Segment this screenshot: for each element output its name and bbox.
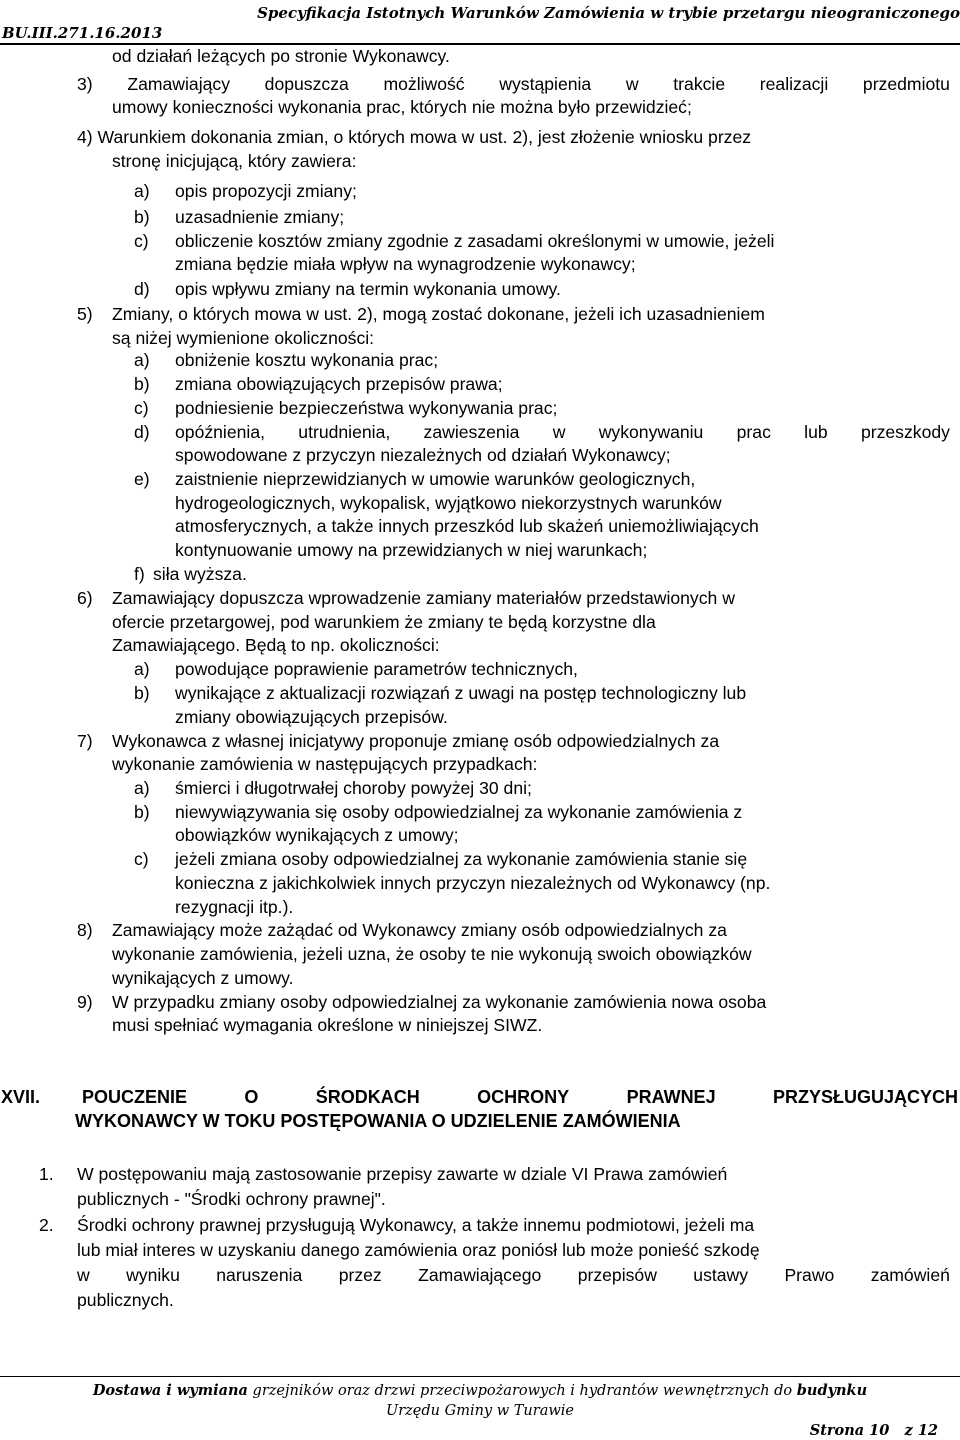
list-marker: 1. [39, 1164, 54, 1184]
text-line: umowy konieczności wykonania prac, których nie można było przewidzieć; [112, 97, 692, 117]
word: wykonywaniu [598, 422, 704, 442]
word: przez [338, 1265, 382, 1285]
word: POUCZENIE [82, 1087, 188, 1107]
text-line: siła wyższa. [153, 564, 247, 584]
word: OCHRONY [477, 1087, 570, 1107]
text-line: Zamawiający dopuszcza wprowadzenie zamiany materiałów przedstawionych w [112, 588, 735, 608]
text-line: zmiana obowiązujących przepisów prawa; [175, 374, 503, 394]
list-marker: a) [134, 659, 150, 679]
word: O [244, 1087, 259, 1107]
list-marker: d) [134, 279, 150, 299]
word: Prawo [784, 1265, 835, 1285]
word: w [77, 1265, 90, 1285]
list-marker: b) [134, 683, 150, 703]
list-marker: c) [134, 849, 149, 869]
text-line: obniżenie kosztu wykonania prac; [175, 350, 439, 370]
word: ŚRODKACH [315, 1087, 420, 1107]
word: przeszkody [860, 422, 950, 442]
text-line-justified [77, 1264, 950, 1287]
page-label: Strona 10 [809, 1422, 890, 1439]
word: PRAWNEJ [626, 1087, 716, 1107]
list-marker: b) [134, 374, 150, 394]
word: naruszenia [216, 1265, 303, 1285]
text-line: śmierci i długotrwałej choroby powyżej 30 dni; [175, 778, 532, 798]
section-title-line-1 [82, 1087, 958, 1107]
word: realizacji [759, 74, 829, 94]
page-number [810, 1422, 938, 1440]
text-line: publicznych - "Środki ochrony prawnej". [77, 1189, 386, 1209]
list-marker: 8) [77, 920, 93, 940]
text-line: publicznych. [77, 1290, 174, 1310]
word: przedmiotu [862, 74, 950, 94]
word: wystąpienia [499, 74, 592, 94]
text-line: Wykonawca z własnej inicjatywy proponuje zmianę osób odpowiedzialnych za [112, 731, 720, 751]
text-line: lub miał interes w uzyskaniu danego zamówienia oraz poniósł lub może ponieść szkodę [77, 1240, 760, 1260]
word: ustawy [693, 1265, 749, 1285]
text-line: uzasadnienie zmiany; [175, 207, 345, 227]
text-line: Zmiany, o których mowa w ust. 2), mogą zostać dokonane, jeżeli ich uzasadnieniem [112, 304, 765, 324]
text-line: Środki ochrony prawnej przysługują Wykonawcy, a także innemu podmiotowi, jeżeli ma [77, 1215, 755, 1235]
list-marker: c) [134, 231, 149, 251]
word: prac [736, 422, 771, 442]
text-line: obliczenie kosztów zmiany zgodnie z zasadami określonymi w umowie, jeżeli [175, 231, 775, 251]
text-line: stronę inicjującą, który zawiera: [112, 151, 357, 171]
text-line: od działań leżących po stronie Wykonawcy. [112, 46, 450, 66]
text-line: niewywiązywania się osoby odpowiedzialnej za wykonanie zamówienia z [175, 802, 743, 822]
list-marker: 5) [77, 304, 93, 324]
footer-bold-text: Dostawa i wymiana [92, 1382, 248, 1399]
text-line: zmiana będzie miała wpływ na wynagrodzenie wykonawcy; [175, 254, 636, 274]
list-marker: a) [134, 778, 150, 798]
word: wyniku [126, 1265, 180, 1285]
text-line: rezygnacji itp.). [175, 897, 294, 917]
footer-bold-text: budynku [796, 1382, 868, 1399]
list-marker: d) [134, 422, 150, 442]
list-marker: b) [134, 802, 150, 822]
text-line: obowiązków wynikających z umowy; [175, 825, 459, 845]
list-marker: e) [134, 469, 150, 489]
text-line: opis wpływu zmiany na termin wykonania umowy. [175, 279, 561, 299]
text-line: hydrogeologicznych, wykopalisk, wyjątkowo niekorzystnych warunków [175, 493, 722, 513]
list-marker: 9) [77, 992, 93, 1012]
text-line: zaistnienie nieprzewidzianych w umowie warunków geologicznych, [175, 469, 696, 489]
list-marker: c) [134, 398, 149, 418]
footer-line-1 [0, 1382, 960, 1400]
footer-line-2: Urzędu Gminy w Turawie [386, 1403, 574, 1419]
footer-text: grzejników oraz drzwi przeciwpożarowych i hydrantów wewnętrznych do [247, 1383, 797, 1399]
word: Zamawiający [127, 74, 230, 94]
word: Zamawiającego [418, 1265, 542, 1285]
text-line: wynikających z umowy. [112, 968, 294, 988]
text-line: wykonanie zamówienia, jeżeli uzna, że osoby te nie wykonują swoich obowiązków [112, 944, 752, 964]
word: w [625, 74, 639, 94]
text-line: ofercie przetargowej, pod warunkiem że zmiany te będą korzystne dla [112, 612, 656, 632]
word: trakcie [673, 74, 726, 94]
document-reference-number: BU.III.271.16.2013 [2, 24, 163, 42]
text-line: zmiany obowiązujących przepisów. [175, 707, 448, 727]
text-line: W postępowaniu mają zastosowanie przepisy zawarte w dziale VI Prawa zamówień [77, 1164, 728, 1184]
list-marker: 2. [39, 1215, 54, 1235]
text-line: Zamawiający może zażądać od Wykonawcy zmiany osób odpowiedzialnych za [112, 920, 727, 940]
text-line: W przypadku zmiany osoby odpowiedzialnej za wykonanie zamówienia nowa osoba [112, 992, 767, 1012]
word: lub [804, 422, 828, 442]
word: zawieszenia [423, 422, 520, 442]
word: zamówień [870, 1265, 950, 1285]
word: utrudnienia, [298, 422, 391, 442]
word: przepisów [577, 1265, 657, 1285]
word: 3) [77, 74, 93, 94]
footer-divider [0, 1376, 960, 1377]
word: opóźnienia, [175, 422, 265, 442]
document-header-title: Specyfikacja Istotnych Warunków Zamówienia w trybie przetargu nieograniczonego [257, 4, 960, 22]
text-line: podniesienie bezpieczeństwa wykonywania prac; [175, 398, 558, 418]
text-line: wynikające z aktualizacji rozwiązań z uwagi na postęp technologiczny lub [175, 683, 747, 703]
text-line: atmosferycznych, a także innych przeszkód lub skażeń uniemożliwiających [175, 516, 759, 536]
text-line: spowodowane z przyczyn niezależnych od działań Wykonawcy; [175, 445, 671, 465]
text-line: są niżej wymienione okoliczności: [112, 328, 375, 348]
text-line: kontynuowanie umowy na przewidzianych w niej warunkach; [175, 540, 648, 560]
list-marker: 6) [77, 588, 93, 608]
text-line: konieczna z jakichkolwiek innych przyczyn niezależnych od Wykonawcy (np. [175, 873, 771, 893]
text-line: 4) Warunkiem dokonania zmian, o których mowa w ust. 2), jest złożenie wniosku przez [77, 127, 752, 147]
section-title-line-2: WYKONAWCY W TOKU POSTĘPOWANIA O UDZIELENIE ZAMÓWIENIA [75, 1111, 681, 1131]
list-marker: 7) [77, 731, 93, 751]
section-number: XVII. [1, 1087, 41, 1107]
list-marker: f) [134, 564, 145, 584]
text-line-justified [175, 421, 950, 444]
list-marker: a) [134, 350, 150, 370]
text-line: powodujące poprawienie parametrów technicznych, [175, 659, 578, 679]
text-line: jeżeli zmiana osoby odpowiedzialnej za wykonanie zamówienia stanie się [175, 849, 748, 869]
text-line: Zamawiającego. Będą to np. okoliczności: [112, 635, 440, 655]
word: PRZYSŁUGUJĄCYCH [772, 1087, 958, 1107]
page-of: z 12 [904, 1422, 938, 1439]
list-marker: b) [134, 207, 150, 227]
text-line: wykonanie zamówienia w następujących przypadkach: [112, 754, 538, 774]
list-marker: a) [134, 181, 150, 201]
text-line-justified [77, 73, 950, 96]
text-line: opis propozycji zmiany; [175, 181, 357, 201]
word: możliwość [383, 74, 465, 94]
text-line: musi spełniać wymagania określone w niniejszej SIWZ. [112, 1015, 543, 1035]
word: dopuszcza [264, 74, 349, 94]
word: w [552, 422, 566, 442]
